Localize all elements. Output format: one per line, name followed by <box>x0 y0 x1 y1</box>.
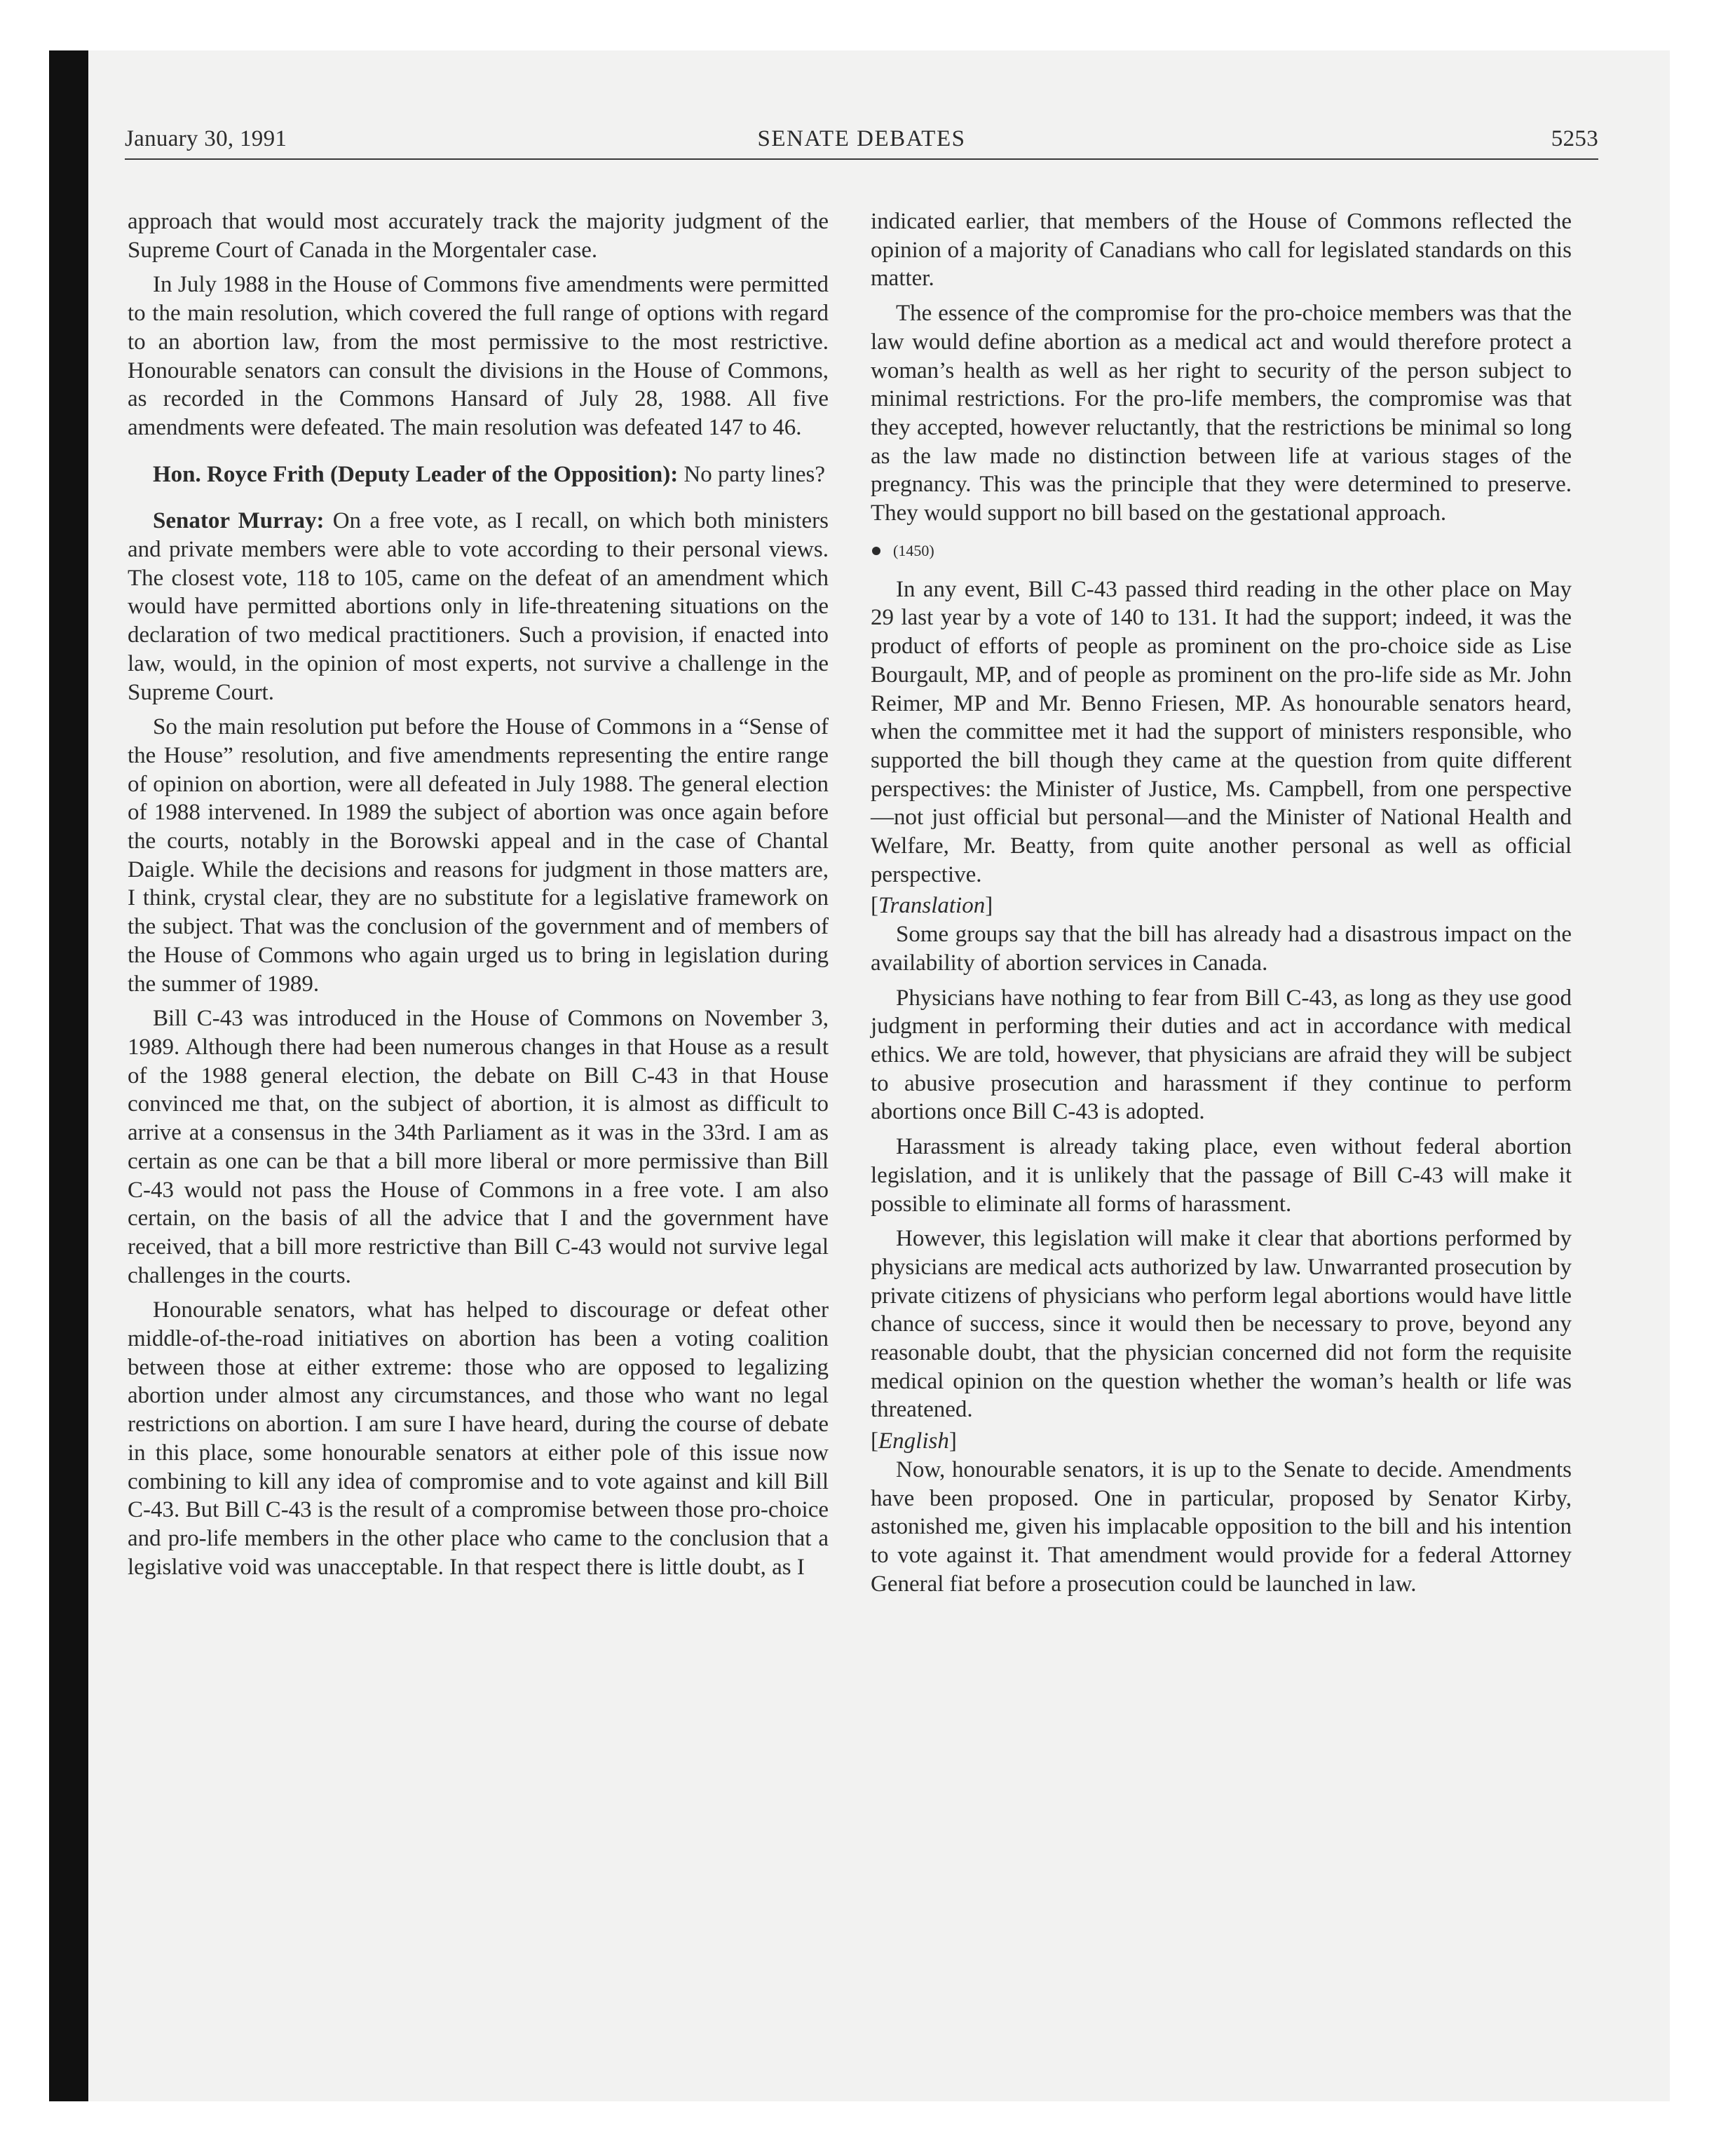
right-column <box>871 207 1572 1598</box>
header-title: SENATE DEBATES <box>757 126 966 151</box>
paragraph: Now, honourable senators, it is up to the Senate to decide. Amendments have been proposed. One in particular, proposed by Senator Kirby, astonished me, given his implacable opposition to the bill and his intention to vote against it. That amendment would provide for a federal Attorney General fiat before a prosecution could be launched in law. <box>871 1456 1572 1597</box>
time-marker-label: (1450) <box>893 541 934 559</box>
language-tag-label: English <box>878 1428 949 1454</box>
language-tag-english: [English] <box>871 1428 957 1454</box>
paragraph: In any event, Bill C-43 passed third reading in the other place on May 29 last year by a vote of 140 to 131. It had the support; indeed, it was the product of efforts of people as prominent on the pro-choice side as Lise Bourgault, MP, and of people as prominent on the pro-life side as Mr. John Reimer, MP and Mr. Benno Friesen, MP. As honourable senators heard, when the committee met it had the support of ministers responsible, who supported the bill though they came at the question from quite different perspectives: the Minister of Justice, Ms. Campbell, from one perspective—not just official but personal—and the Minister of National Health and Welfare, Mr. Beatty, from quite another personal as well as official perspective. <box>871 576 1572 887</box>
speech-frith <box>128 460 829 489</box>
running-header <box>125 122 1598 160</box>
bullet-icon <box>872 547 880 555</box>
paragraph: Physicians have nothing to fear from Bill C-43, as long as they use good judgment in performing their duties and act in accordance with medical ethics. We are told, however, that physicians are afraid they will be subject to abusive prosecution and harassment if they continue to perform abortions once Bill C-43 is adopted. <box>871 985 1572 1125</box>
paragraph: approach that would most accurately track the majority judgment of the Supreme Court of Canada in the Morgentaler case. <box>128 209 829 263</box>
binding-edge <box>49 50 88 2101</box>
paragraph: Honourable senators, what has helped to discourage or defeat other middle-of-the-road initiatives on abortion has been a voting coalition between those at either extreme: those who are opposed to legalizing abortion under almost any circumstances, and those who want no legal restrictions on abortion. I am sure I have heard, during the course of debate in this place, some honourable senators at either pole of this issue now combining to kill any idea of compromise and to vote against and kill Bill C-43. But Bill C-43 is the result of a compromise between those pro-choice and pro-life members in the other place who came to the conclusion that a legislative void was unacceptable. In that respect there is little doubt, as I <box>128 1297 829 1580</box>
paragraph: In July 1988 in the House of Commons five amendments were permitted to the main resolution, which covered the full range of options with regard to an abortion law, from the most permissive to the most restrictive. Honourable senators can consult the divisions in the House of Commons, as recorded in the Commons Hansard of July 28, 1988. All five amendments were defeated. The main resolution was defeated 147 to 46. <box>128 272 829 440</box>
speech-text: On a free vote, as I recall, on which both ministers and private members were able to vote according to their personal views. The closest vote, 118 to 105, came on the defeat of an amendment which would have permitted abortions only in life-threatening situations on the declaration of two medical practitioners. Such a provision, if enacted into law, would, in the opinion of most experts, not survive a challenge in the Supreme Court. <box>128 508 829 705</box>
speaker-name: Senator Murray: <box>153 508 325 534</box>
speech-text: No party lines? <box>678 461 826 487</box>
header-page-number: 5253 <box>1551 126 1598 151</box>
paragraph: Some groups say that the bill has already had a disastrous impact on the availability of abortion services in Canada. <box>871 922 1572 976</box>
paragraph: However, this legislation will make it clear that abortions performed by physicians are medical acts authorized by law. Unwarranted prosecution by private citizens of physicians who perform legal abortions would have little chance of success, since it would then be necessary to prove, beyond any reasonable doubt, that the physician concerned did not form the requisite medical opinion on the question whether the woman’s health or life was threatened. <box>871 1226 1572 1423</box>
paragraph: The essence of the compromise for the pro-choice members was that the law would define abortion as a medical act and would therefore protect a woman’s health as well as her right to security of the person subject to minimal restrictions. For the pro-life members, the compromise was that they accepted, however reluctantly, that the restrictions be minimal so long as the law made no distinction between life at various stages of the pregnancy. This was the principle that they were determined to preserve. They would support no bill based on the gestational approach. <box>871 301 1572 526</box>
language-tag-label: Translation <box>878 893 986 919</box>
paragraph: indicated earlier, that members of the House of Commons reflected the opinion of a majority of Canadians who call for legislated standards on this matter. <box>871 209 1572 292</box>
left-column <box>128 207 829 1581</box>
speaker-name: Hon. Royce Frith (Deputy Leader of the Opposition): <box>153 461 679 487</box>
time-marker <box>871 540 1572 561</box>
speech-murray <box>128 507 829 707</box>
language-tag-translation: [Translation] <box>871 893 993 919</box>
paragraph: Harassment is already taking place, even without federal abortion legislation, and it is unlikely that the passage of Bill C-43 will make it possible to eliminate all forms of harassment. <box>871 1134 1572 1217</box>
paragraph: So the main resolution put before the House of Commons in a “Sense of the House” resolution, and five amendments representing the entire range of opinion on abortion, were all defeated in July 1988. The general election of 1988 intervened. In 1989 the subject of abortion was once again before the courts, notably in the Borowski appeal and in the case of Chantal Daigle. While the decisions and reasons for judgment in those matters are, I think, crystal clear, they are no substitute for a legislative framework on the subject. That was the conclusion of the government and of members of the House of Commons who again urged us to bring in legislation during the summer of 1989. <box>128 714 829 997</box>
header-date: January 30, 1991 <box>125 126 287 151</box>
paragraph: Bill C-43 was introduced in the House of Commons on November 3, 1989. Although there had been numerous changes in that House as a result of the 1988 general election, the debate on Bill C-43 in that House convinced me that, on the subject of abortion, it is almost as difficult to arrive at a consensus in the 34th Parliament as it was in the 33rd. I am as certain as one can be that a bill more liberal or more permissive than Bill C-43 would not pass the House of Commons in a free vote. I am also certain, on the basis of all the advice that I and the government have received, that a bill more restrictive than Bill C-43 would not survive legal challenges in the courts. <box>128 1006 829 1288</box>
